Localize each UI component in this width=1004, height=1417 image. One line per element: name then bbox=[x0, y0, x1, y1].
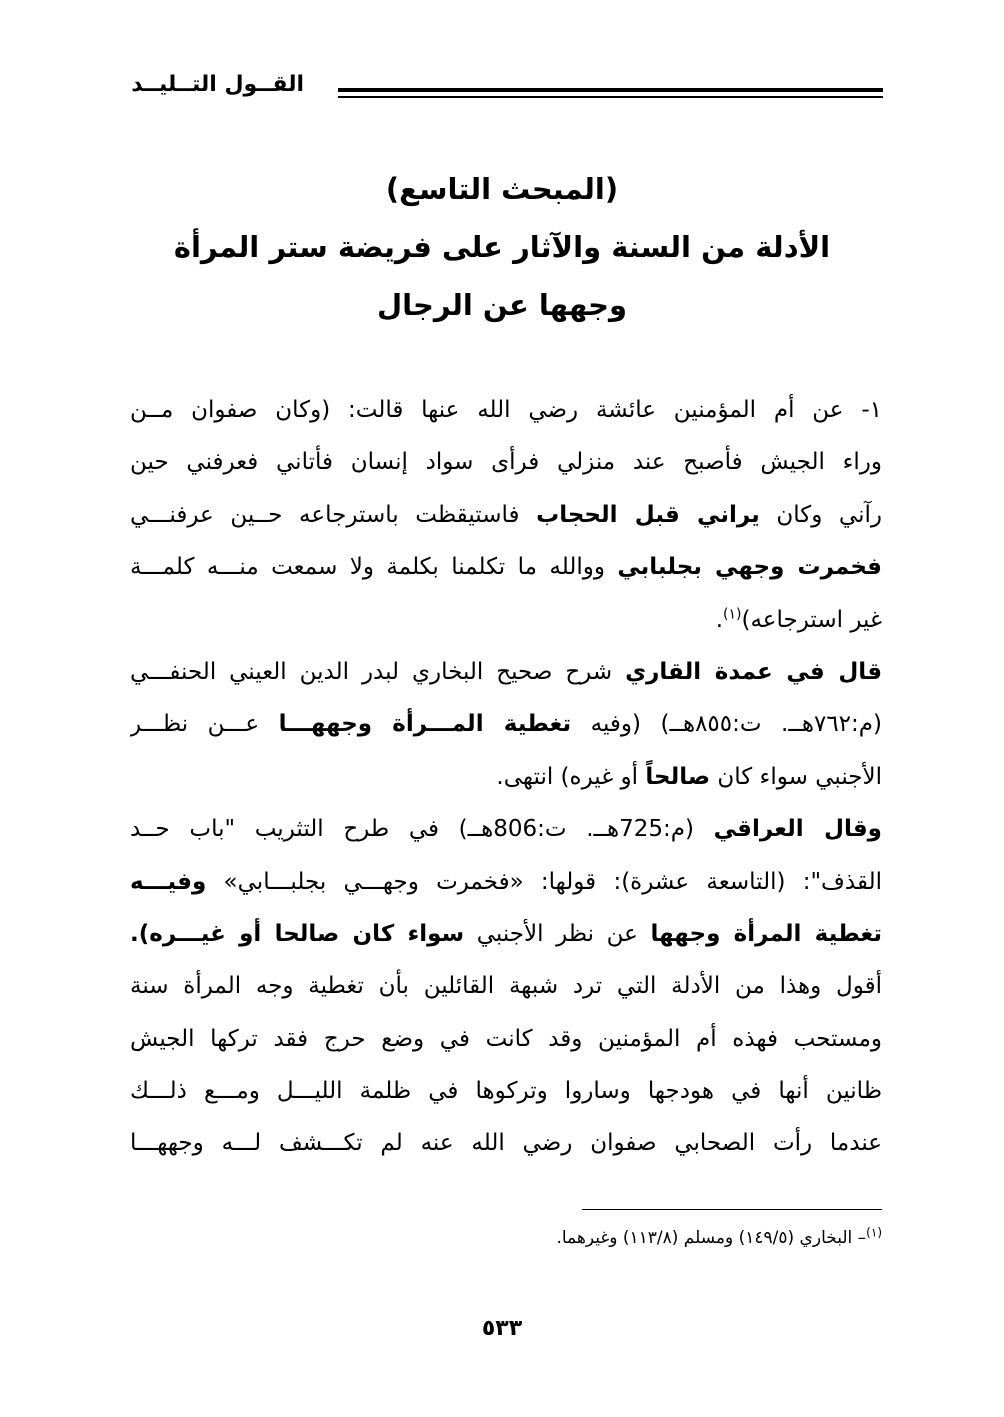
text-line: فخمرت وجهي بجلبابي ووالله ما تكلمنا بكلمة ولا سمعت منـــه كلمـــة bbox=[130, 554, 882, 581]
text-line: ١- عن أم المؤمنين عائشة رضي الله عنها قالت: (وكان صفوان مــن bbox=[130, 397, 882, 423]
text-line: غير استرجاعه)$^{(١)}$. bbox=[715, 605, 882, 633]
text-line: وراء الجيش فأصبح عند منزلي فرأى سواد إنسان فأتاني فعرفني حين bbox=[130, 449, 882, 476]
emphasis: صالحاً bbox=[645, 763, 711, 790]
text-line: أقول وهذا من الأدلة التي ترد شبهة القائلين بأن تغطية وجه المرأة سنة bbox=[130, 973, 882, 1000]
emphasis: سواء كان صالحا أو غيـــره). bbox=[130, 920, 465, 947]
running-title: القــول التــليــد bbox=[131, 72, 304, 97]
emphasis: تغطية المرأة وجهها bbox=[650, 920, 882, 947]
footnote-reference: (١) bbox=[723, 605, 742, 622]
body-text bbox=[130, 384, 882, 1170]
text-line: عندما رأت الصحابي صفوان رضي الله عنه لم تكـــشف لـــه وجههـــا bbox=[130, 1130, 882, 1157]
emphasis: تغطية المـــرأة وجههـــا bbox=[278, 711, 572, 738]
text-line: تغطية المرأة وجهها عن نظر الأجنبي سواء كان صالحا أو غيـــره). bbox=[130, 920, 882, 947]
header-rule-thick bbox=[338, 88, 883, 92]
footnote-text: – البخاري (١٤٩/٥) ومسلم (١١٣/٨) وغيرهما. bbox=[556, 1228, 867, 1248]
text-line: وقال العراقي (م:725هــ. ت:806هــ) في طرح التثريب "باب حــد bbox=[130, 816, 882, 843]
emphasis: وقال العراقي bbox=[713, 816, 882, 843]
emphasis: قال في عمدة القاري bbox=[625, 658, 882, 685]
footnote-marker: (١) bbox=[866, 1225, 882, 1240]
emphasis: وفيـــه bbox=[130, 868, 207, 895]
text-line: ومستحب فهذه أم المؤمنين وقد كانت في وضع حرج فقد تركها الجيش bbox=[130, 1025, 882, 1052]
footnote-rule bbox=[582, 1209, 882, 1210]
text-line: قال في عمدة القاري شرح صحيح البخاري لبدر الدين العيني الحنفـــي bbox=[130, 658, 882, 685]
text-line: القذف": (التاسعة عشرة): قولها: «فخمرت وجهـــي بجلبـــابي» وفيـــه bbox=[130, 868, 882, 895]
text-line: (م:٧٦٢هــ. ت:٨٥٥هــ) (وفيه تغطية المـــرأة وجههـــا عـــن نظـــر bbox=[130, 711, 882, 738]
chapter-title: (المبحث التاسع) bbox=[385, 172, 619, 206]
text-line: ظانين أنها في هودجها وساروا وتركوها في ظلمة الليـــل ومـــع ذلـــك bbox=[130, 1078, 882, 1105]
emphasis: يراني قبل الحجاب bbox=[536, 501, 760, 528]
header-rule-thin bbox=[338, 96, 883, 98]
page-number: ٥٣٣ bbox=[481, 1316, 523, 1341]
text-line: الأجنبي سواء كان صالحاً أو غيره) انتهى. bbox=[496, 763, 882, 790]
text-line: رآني وكان يراني قبل الحجاب فاستيقظت باسترجاعه حــين عرفنـــي bbox=[130, 501, 882, 528]
footnote bbox=[556, 1225, 882, 1248]
chapter-subtitle-line-1: الأدلة من السنة والآثار على فريضة ستر المرأة bbox=[173, 230, 831, 264]
chapter-heading bbox=[150, 160, 854, 334]
chapter-subtitle-line-2: وجهها عن الرجال bbox=[376, 288, 628, 322]
emphasis: فخمرت وجهي بجلبابي bbox=[617, 554, 882, 581]
